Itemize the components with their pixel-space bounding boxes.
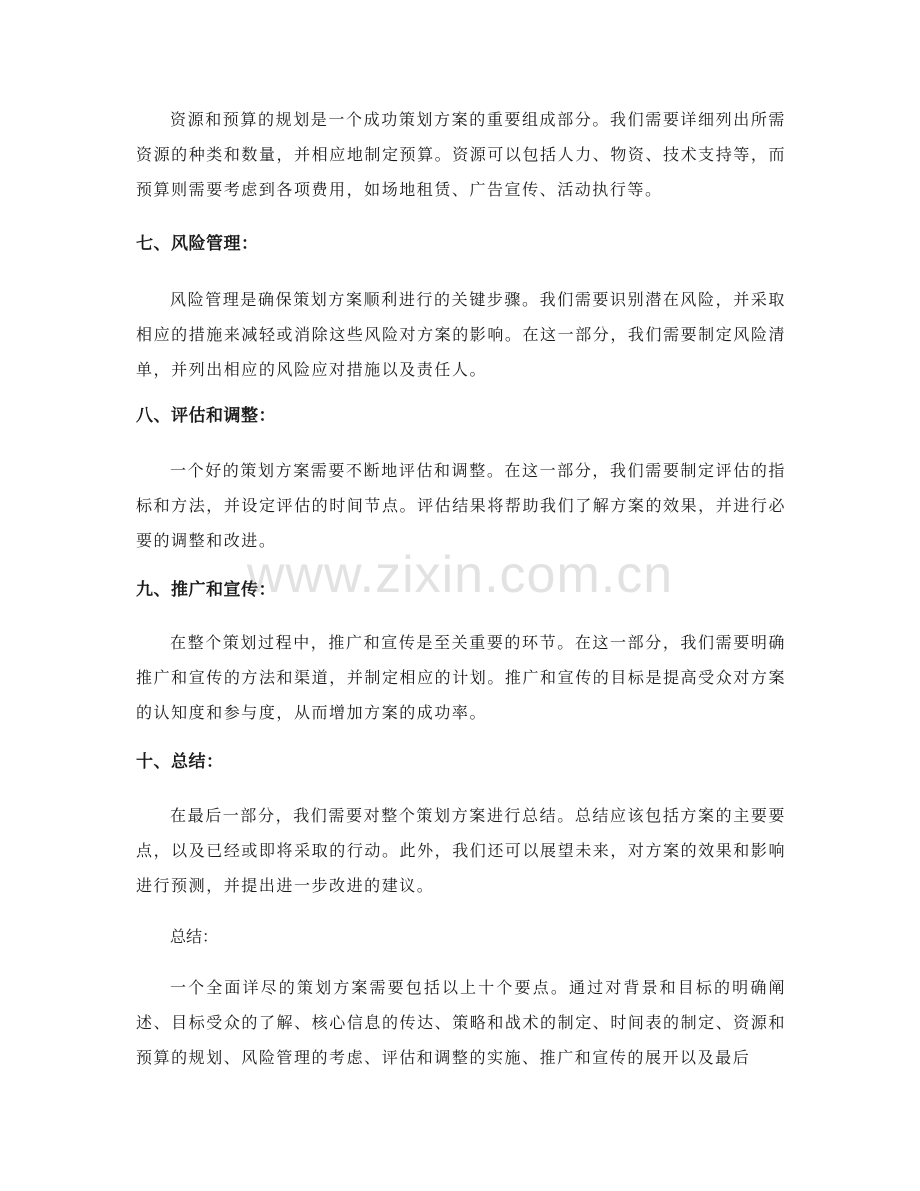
- heading-summary: 十、总结：: [136, 752, 224, 772]
- heading-promotion: 九、推广和宣传：: [136, 580, 276, 600]
- paragraph-resources-budget: 资源和预算的规划是一个成功策划方案的重要组成部分。我们需要详细列出所需资源的种类和数量，并相应地制定预算。资源可以包括人力、物资、技术支持等，而预算则需要考虑到各项费用，如场地租赁、广告宣传、活动执行等。: [136, 110, 786, 199]
- paragraph-evaluation-adjustment: 一个好的策划方案需要不断地评估和调整。在这一部分，我们需要制定评估的指标和方法，并设定评估的时间节点。评估结果将帮助我们了解方案的效果，并进行必要的调整和改进。: [136, 461, 786, 550]
- paragraph-promotion: 在整个策划过程中，推广和宣传是至关重要的环节。在这一部分，我们需要明确推广和宣传的方法和渠道，并制定相应的计划。推广和宣传的目标是提高受众对方案的认知度和参与度，从而增加方案的成功率。: [136, 633, 786, 722]
- paragraph-summary: 在最后一部分，我们需要对整个策划方案进行总结。总结应该包括方案的主要要点，以及已经或即将采取的行动。此外，我们还可以展望未来，对方案的效果和影响进行预测，并提出进一步改进的建议。: [136, 806, 786, 895]
- paragraph-risk-management: 风险管理是确保策划方案顺利进行的关键步骤。我们需要识别潜在风险，并采取相应的措施来减轻或消除这些风险对方案的影响。在这一部分，我们需要制定风险清单，并列出相应的风险应对措施以及责任人。: [136, 290, 786, 379]
- summary-label: 总结：: [170, 927, 219, 946]
- heading-risk-management: 七、风险管理：: [136, 234, 259, 254]
- heading-evaluation-adjustment: 八、评估和调整：: [136, 406, 276, 426]
- paragraph-final-summary: 一个全面详尽的策划方案需要包括以上十个要点。通过对背景和目标的明确阐述、目标受众的了解、核心信息的传达、策略和战术的制定、时间表的制定、资源和预算的规划、风险管理的考虑、评估和调整的实施、推广和宣传的展开以及最后: [136, 978, 786, 1067]
- watermark: www.zixin.com.cn: [246, 546, 674, 604]
